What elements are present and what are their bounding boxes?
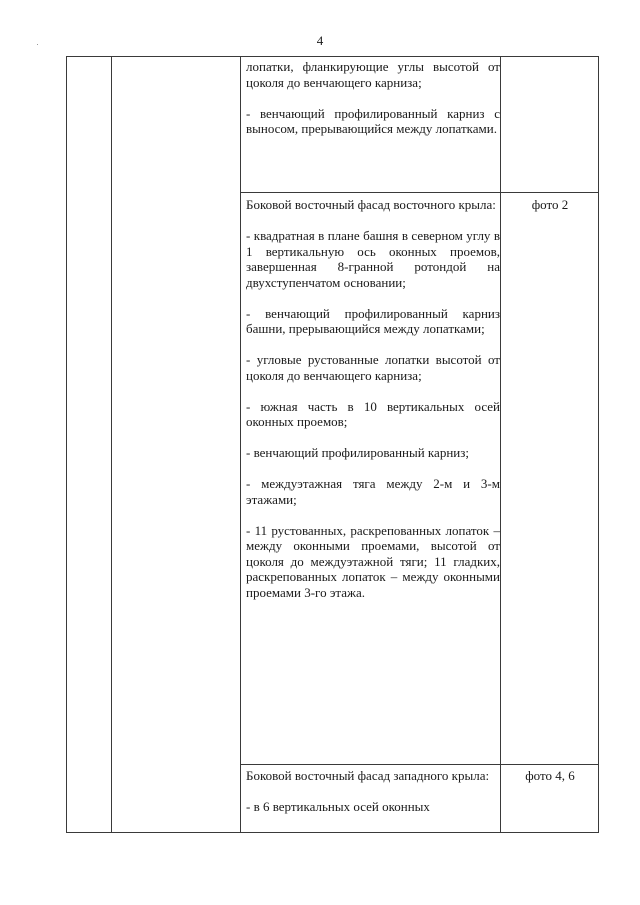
heritage-table: [66, 56, 599, 833]
column-divider-3: [500, 56, 501, 833]
element-description: - в 6 вертикальных осей оконных: [246, 799, 430, 814]
table-row: [246, 197, 500, 600]
scan-speck: [37, 44, 38, 45]
element-description: - угловые рустованные лопатки высотой от цоколя до венчающего карниза;: [246, 352, 500, 383]
table-border-top: [66, 56, 599, 57]
element-description: - венчающий профилированный карниз;: [246, 445, 469, 460]
photo-reference: фото 4, 6: [525, 768, 575, 783]
element-description: - южная часть в 10 вертикальных осей оконных проемов;: [246, 398, 500, 429]
table-row: [246, 59, 500, 137]
table-border-right: [598, 56, 599, 833]
section-heading: Боковой восточный фасад восточного крыла:: [246, 197, 496, 212]
table-border-bottom: [66, 832, 599, 833]
column-divider-1: [111, 56, 112, 833]
element-description: лопатки, фланкирующие углы высотой от цоколя до венчающего карниза;: [246, 59, 500, 90]
photo-reference: фото 2: [531, 197, 569, 212]
row-divider-1: [240, 192, 599, 193]
row-divider-2: [240, 764, 599, 765]
element-description: - междуэтажная тяга между 2-м и 3-м этажами;: [246, 476, 500, 507]
element-description: - венчающий профилированный карниз башни, прерывающийся между лопатками;: [246, 305, 500, 336]
table-row: [246, 768, 500, 815]
column-divider-2: [240, 56, 241, 833]
element-description: - квадратная в плане башня в северном углу в 1 вертикальную ось оконных проемов, завершенная 8-гранной ротондой на двухступенчатом основании;: [246, 228, 500, 290]
element-description: - 11 рустованных, раскрепованных лопаток – между оконными проемами, высотой от цоколя до междуэтажной тяги; 11 гладких, раскрепованных лопаток – между оконными проемами 3-го этажа.: [246, 522, 500, 600]
section-heading: Боковой восточный фасад западного крыла:: [246, 768, 490, 783]
page-number: 4: [316, 33, 324, 48]
table-border-left: [66, 56, 67, 833]
element-description: - венчающий профилированный карниз с выносом, прерывающийся между лопатками.: [246, 105, 500, 136]
